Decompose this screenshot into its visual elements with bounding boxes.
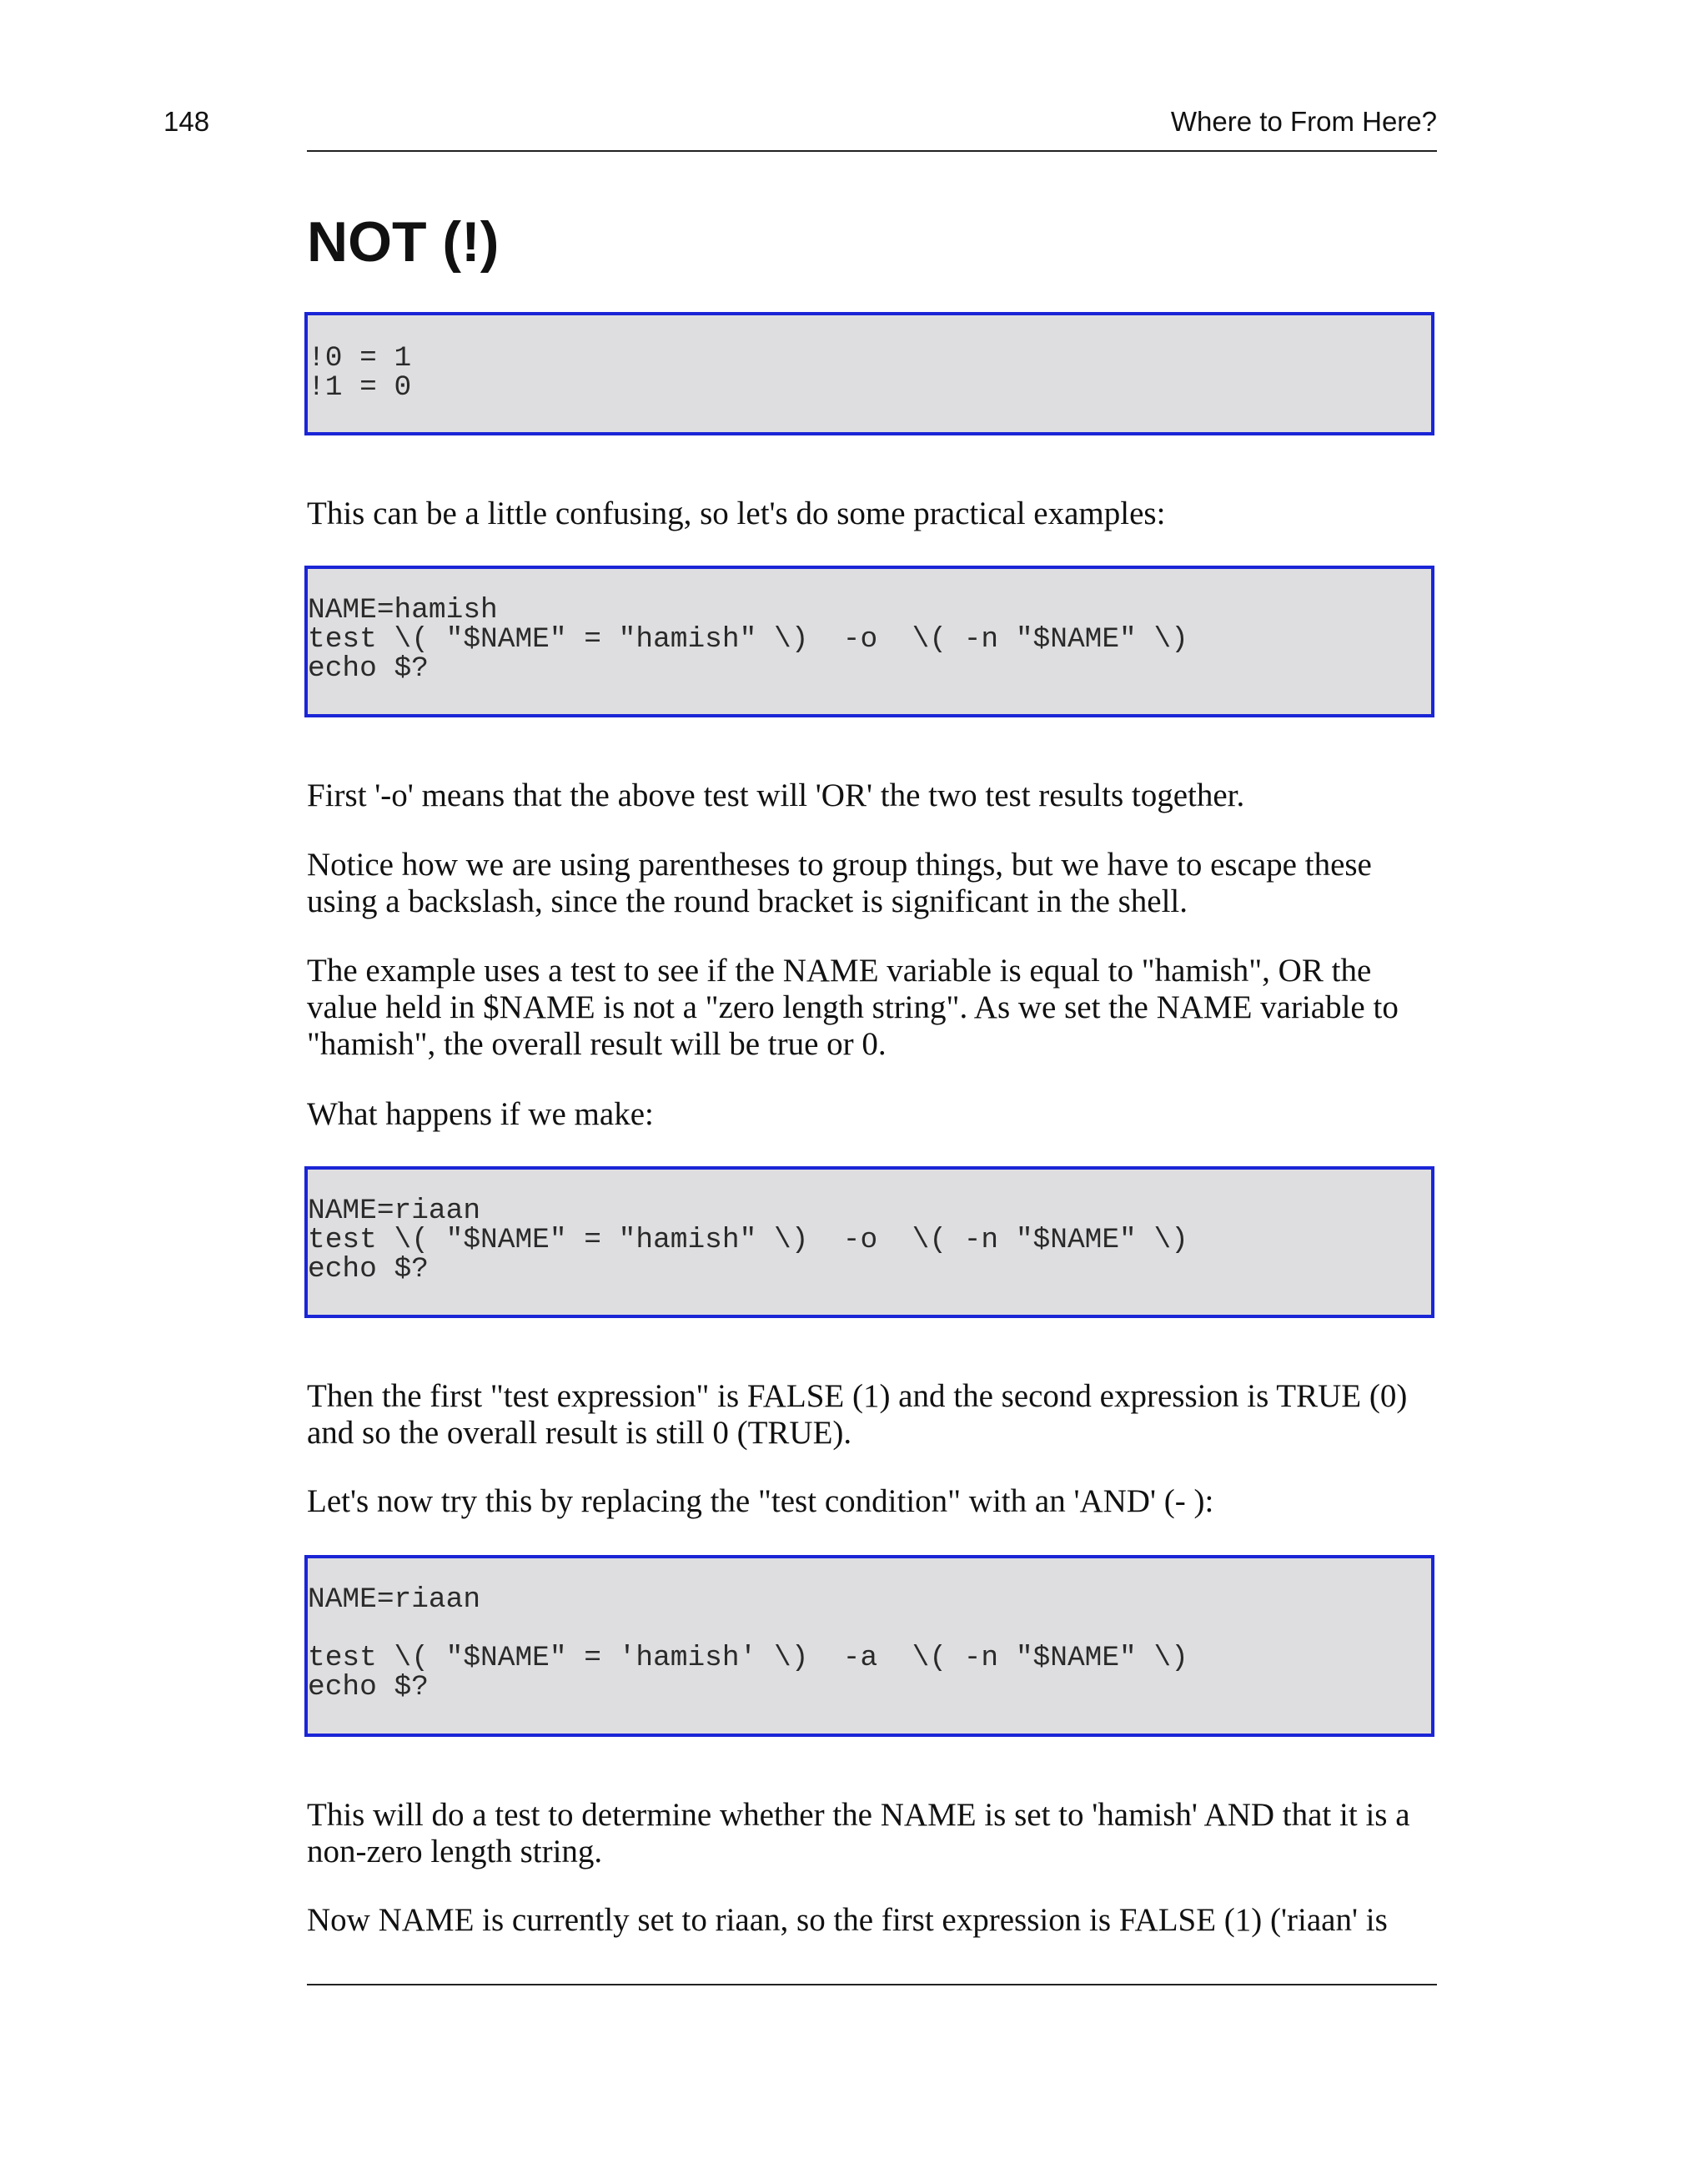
page-number: 148 [163, 106, 210, 137]
paragraph: Now NAME is currently set to riaan, so the first expression is FALSE (1) ('riaan' is [307, 1902, 1388, 1938]
code-text: !0 = 1 !1 = 0 [308, 342, 412, 404]
paragraph: First '-o' means that the above test will 'OR' the two test results together. [307, 777, 1245, 813]
code-block-and-riaan [304, 1555, 1434, 1737]
paragraph: This can be a little confusing, so let's do some practical examples: [307, 496, 1166, 531]
paragraph: Notice how we are using parentheses to group things, but we have to escape these using a backslash, since the round bracket is significant in the shell. [307, 847, 1372, 919]
code-text: NAME=riaan test \( "$NAME" = "hamish" \) -o \( -n "$NAME" \) echo $? [308, 1195, 1188, 1286]
footer-rule [307, 1984, 1437, 1985]
code-text: NAME=hamish test \( "$NAME" = "hamish" \) -o \( -n "$NAME" \) echo $? [308, 594, 1188, 685]
section-heading: NOT (!) [307, 210, 500, 274]
code-block-or-riaan [304, 1166, 1434, 1318]
code-text: NAME=riaan test \( "$NAME" = 'hamish' \) -a \( -n "$NAME" \) echo $? [308, 1583, 1188, 1703]
running-title: Where to From Here? [1170, 106, 1437, 137]
paragraph: What happens if we make: [307, 1096, 654, 1132]
paragraph: This will do a test to determine whether the NAME is set to 'hamish' AND that it is a non-zero length string. [307, 1797, 1410, 1870]
paragraph: The example uses a test to see if the NAME variable is equal to "hamish", OR the value held in $NAME is not a "zero length string". As we set the NAME variable to "hamish", the overall result will be true or 0. [307, 953, 1399, 1062]
paragraph: Then the first "test expression" is FALSE (1) and the second expression is TRUE (0) and so the overall result is still 0 (TRUE). [307, 1378, 1408, 1451]
header-rule [307, 150, 1437, 152]
code-block-not-values [304, 312, 1434, 435]
code-block-or-hamish [304, 566, 1434, 717]
paragraph: Let's now try this by replacing the "test condition" with an 'AND' (- ): [307, 1483, 1214, 1519]
